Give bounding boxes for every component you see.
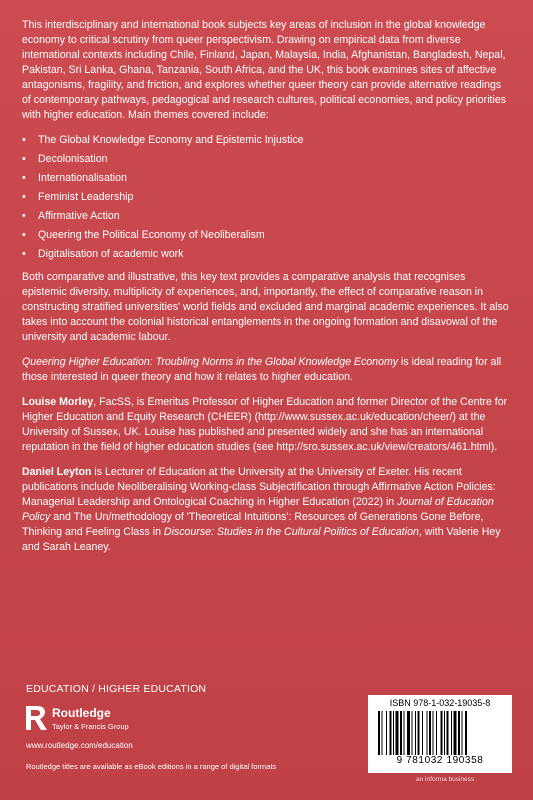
subject-category: EDUCATION / HIGHER EDUCATION xyxy=(26,683,207,695)
intro-paragraph: This interdisciplinary and international book subjects key areas of inclusion in the global knowledge economy to critical scrutiny from queer perspectivism. Drawing on empirical data from diverse international contexts including Chile, Finland, Japan, Malaysia, India, Afghanistan, Bangladesh, Nepal, Pakistan, Sri Lanka, Ghana, Tanzania, South Africa, and the UK, this book examines sites of affective antagonisms, fragility, and friction, and explores whether queer theory can provide alternative readings of contemporary pathways, pedagogical and research cultures, political economies, and policy priorities with higher education. Main themes covered include: xyxy=(22,19,507,121)
theme-item: • Decolonisation xyxy=(22,153,108,165)
barcode-stripe xyxy=(396,711,399,755)
barcode-stripe xyxy=(390,711,392,755)
bullet-icon: • xyxy=(22,229,26,241)
barcode-stripe xyxy=(454,711,457,755)
barcode-stripe xyxy=(378,711,380,755)
publisher-tagline: Taylor & Francis Group xyxy=(52,722,129,731)
barcode-bars xyxy=(378,711,502,755)
barcode-stripe xyxy=(458,711,460,755)
bullet-icon: • xyxy=(22,191,26,203)
author-name: Daniel Leyton xyxy=(22,466,92,478)
isbn-barcode xyxy=(368,695,512,773)
barcode-stripe xyxy=(429,711,431,755)
author-bio-morley: Louise Morley, FacSS, is Emeritus Professor of Higher Education and former Director of the Centre for Higher Education and Equity Research (CHEER) (http://www.sussex.ac.uk/education/cheer/) at the University of Sussex, UK. Louise has published and presented widely and she has an international reputation in the field of higher education studies (see http://sro.sussex.ac.uk/view/creators/461.html). xyxy=(22,396,508,453)
barcode-stripe xyxy=(451,711,452,755)
barcode-stripe xyxy=(441,711,443,755)
theme-item: • Feminist Leadership xyxy=(22,191,134,203)
barcode-stripe xyxy=(382,711,383,755)
barcode-stripe xyxy=(447,711,449,755)
barcode-digits: 9 781032 190358 xyxy=(396,755,484,766)
barcode-stripe xyxy=(422,711,423,755)
book-title: Queering Higher Education: Troubling Norms in the Global Knowledge Economy xyxy=(22,356,399,368)
barcode-stripe xyxy=(400,711,402,755)
publisher-name: Routledge xyxy=(52,706,111,720)
barcode-stripe xyxy=(386,711,387,755)
bullet-icon: • xyxy=(22,153,26,165)
isbn-text: ISBN 978-1-032-19035-8 xyxy=(389,698,491,708)
bullet-icon: • xyxy=(22,248,26,260)
bullet-icon: • xyxy=(22,210,26,222)
publisher-url: www.routledge.com/education xyxy=(26,741,133,750)
theme-item: • Digitalisation of academic work xyxy=(22,248,184,260)
journal-title: Discourse: Studies in the Cultural Politics of Education xyxy=(163,526,419,538)
barcode-stripe xyxy=(393,711,394,755)
comparative-paragraph: Both comparative and illustrative, this key text provides a comparative analysis that recognises epistemic diversity, multiplicity of experiences, and, importantly, the effect of comparative reason in constructing stratified universities' world fields and excluded and marginal academic experiences. It also takes into account the colonial historical entanglements in the ongoing formation and disavowal of the university and academic labour. xyxy=(22,271,509,343)
barcode-stripe xyxy=(415,711,416,755)
theme-item: • Queering the Political Economy of Neoliberalism xyxy=(22,229,265,241)
ebook-note: Routledge titles are available as eBook editions in a range of digital formats xyxy=(26,762,277,771)
bullet-icon: • xyxy=(22,134,26,146)
theme-item: • Internationalisation xyxy=(22,172,127,184)
bullet-icon: • xyxy=(22,172,26,184)
barcode-stripe xyxy=(412,711,413,755)
barcode-stripe xyxy=(433,711,434,755)
barcode-stripe xyxy=(436,711,437,755)
theme-item: • Affirmative Action xyxy=(22,210,120,222)
barcode-stripe xyxy=(427,711,428,755)
barcode-stripe xyxy=(404,711,405,755)
barcode-stripe xyxy=(462,711,463,755)
readership-paragraph: Queering Higher Education: Troubling Norms in the Global Knowledge Economy is ideal reading for all those interested in queer theory and how it relates to higher education. xyxy=(22,356,502,383)
publisher-logo xyxy=(24,704,144,734)
barcode-stripe xyxy=(418,711,420,755)
theme-item: • The Global Knowledge Economy and Epistemic Injustice xyxy=(22,134,304,146)
barcode-stripe xyxy=(444,711,445,755)
author-name: Louise Morley xyxy=(22,396,94,408)
barcode-stripe xyxy=(407,711,410,755)
blurb xyxy=(22,18,512,565)
informa-note: an informa business xyxy=(416,776,475,783)
author-bio-leyton: Daniel Leyton is Lecturer of Education at the University at the University of Exeter. His recent publications include Neoliberalising Working-class Subjectification through Affirmative Action Policies: Managerial Leadership and Ontological Coaching in Higher Education (2022) in Journal of Education Policy and The Un/methodology of 'Theoretical Intuitions': Resources of Generations Gone Before, Thinking and Feeling Class in Discourse: Studies in the Cultural Politics of Education, with Valerie Hey and Sarah Leaney. xyxy=(22,466,501,553)
routledge-logo-icon xyxy=(24,704,48,732)
themes-list xyxy=(22,133,512,262)
journal-title: Journal of Education Policy xyxy=(22,496,494,523)
barcode-stripe xyxy=(465,711,467,755)
